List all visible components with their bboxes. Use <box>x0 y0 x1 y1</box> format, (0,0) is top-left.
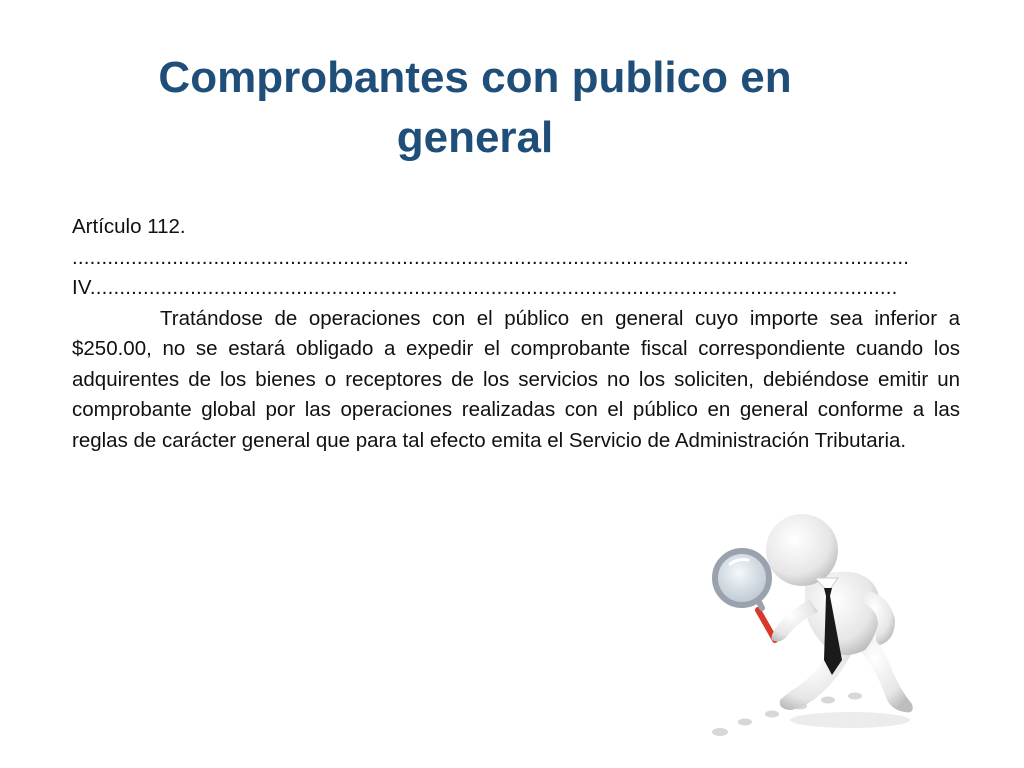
fraction-iv-line: IV......................................................................................................................................... <box>72 276 898 299</box>
detective-with-magnifying-glass-icon <box>700 500 940 750</box>
article-heading: Artículo 112. <box>72 215 186 238</box>
dotted-separator: .............................................................................................................................................. <box>72 245 910 269</box>
slide-body <box>72 212 960 456</box>
article-paragraph: Tratándose de operaciones con el público en general cuyo importe sea inferior a $250.00, no se estará obligado a expedir el comprobante fiscal correspondiente cuando los adquirentes de los bienes o receptores de los servicios no los soliciten, debiéndose emitir un comprobante global por las operaciones realizadas con el público en general conforme a las reglas de carácter general que para tal efecto emita el Servicio de Administración Tributaria. <box>72 306 960 452</box>
slide-title: Comprobantes con publico en general <box>158 53 792 162</box>
